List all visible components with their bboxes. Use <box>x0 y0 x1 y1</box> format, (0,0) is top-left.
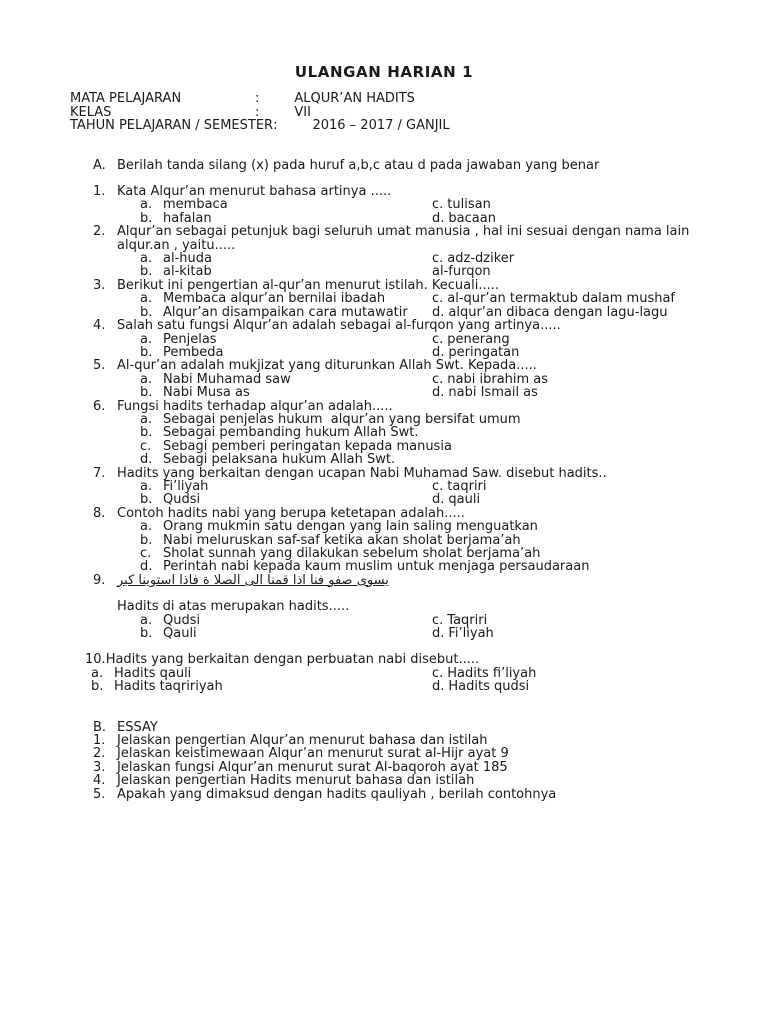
option-b <box>117 212 432 225</box>
option-c <box>432 667 724 680</box>
option-text: Hadits taqririyah <box>114 679 223 695</box>
question-number: 6. <box>93 398 106 414</box>
essay-item-5 <box>93 788 724 801</box>
section-b <box>93 721 724 801</box>
option-key: c. <box>432 612 444 628</box>
option-key: d. <box>432 344 445 360</box>
options <box>117 292 724 319</box>
option-c <box>117 547 724 560</box>
option-b <box>117 493 432 506</box>
option-key: d. <box>432 626 445 642</box>
essay-item-3 <box>93 761 724 774</box>
option-key: d. <box>432 304 445 320</box>
option-a <box>117 252 432 265</box>
question-text: Fungsi hadits terhadap alqur’an adalah..... <box>117 398 393 414</box>
option-key: a. <box>140 331 153 347</box>
meta-value: ALQUR’AN HADITS <box>294 91 415 107</box>
option-key: a. <box>140 612 153 628</box>
option-key: d. <box>432 385 445 401</box>
option-text: Sebagai pembanding hukum Allah Swt. <box>163 425 419 441</box>
option-text: Membaca alqur’an bernilai ibadah <box>163 291 386 307</box>
meta-label: MATA PELAJARAN <box>70 91 182 107</box>
essay-text: Apakah yang dimaksud dengan hadits qauliyah , berilah contohnya <box>117 786 557 802</box>
option-text: al-qur’an termaktub dalam mushaf <box>447 291 675 307</box>
option-key: b. <box>140 626 153 642</box>
option-a <box>117 413 724 426</box>
option-text: Fi’liyah <box>448 626 494 642</box>
option-text: Sholat sunnah yang dilakukan sebelum sholat berjama’ah <box>163 546 541 561</box>
meta-label: KELAS <box>70 104 112 120</box>
option-key: c. <box>140 438 152 454</box>
question-text: Contoh hadits nabi yang berupa ketetapan adalah..... <box>117 505 465 521</box>
question-text: Alqur’an sebagai petunjuk bagi seluruh umat manusia , hal ini sesuai dengan nama lain alqur.an , yaitu..... <box>117 224 694 253</box>
option-text: qauli <box>448 492 481 508</box>
option-c <box>432 333 724 346</box>
option-key: b. <box>140 425 153 441</box>
options <box>91 667 724 694</box>
option-text: Sebagi pemberi peringatan kepada manusia <box>163 438 452 454</box>
question-4 <box>93 319 724 359</box>
option-text: Pembeda <box>163 344 224 360</box>
option-text: peringatan <box>448 344 520 360</box>
option-text: al-huda <box>163 251 212 267</box>
option-d <box>432 680 724 693</box>
essay-item-2 <box>93 747 724 760</box>
option-text: Alqur’an disampaikan cara mutawatir <box>163 304 408 320</box>
section-b-number: B. <box>93 719 107 735</box>
option-b <box>117 306 432 319</box>
option-a <box>117 520 724 533</box>
option-b <box>117 627 432 640</box>
option-a <box>117 480 432 493</box>
option-text: Hadits fi’liyah <box>447 665 537 681</box>
option-c <box>432 198 724 211</box>
essay-item-1 <box>93 734 724 747</box>
option-d <box>432 386 724 399</box>
option-key: a. <box>140 251 153 267</box>
option-b <box>117 265 432 278</box>
meta-label: TAHUN PELAJARAN / SEMESTER <box>70 118 274 134</box>
option-b <box>117 534 724 547</box>
option-b <box>117 386 432 399</box>
option-c <box>432 373 724 386</box>
option-key: a. <box>140 197 153 213</box>
option-text: al-furqon <box>432 264 491 280</box>
option-d <box>432 306 724 319</box>
option-text: bacaan <box>448 210 496 226</box>
question-arabic-line <box>117 574 724 587</box>
section-a-number: A. <box>93 157 106 173</box>
question-text: Hadits yang berkaitan dengan ucapan Nabi Muhamad Saw. disebut hadits.. <box>117 465 607 481</box>
meta-value: VII <box>294 104 311 120</box>
essay-number: 4. <box>93 773 106 789</box>
option-key: c. <box>140 546 152 561</box>
option-text: Qudsi <box>163 492 201 508</box>
option-text: Qauli <box>163 626 197 642</box>
option-d <box>432 493 724 506</box>
option-key: b. <box>140 304 153 320</box>
option-key: a. <box>140 519 153 535</box>
option-key: d. <box>432 210 445 226</box>
question-text: Kata Alqur’an menurut bahasa artinya ..... <box>117 184 392 200</box>
option-key: b. <box>140 492 153 508</box>
question-number: 4. <box>93 318 106 334</box>
option-c <box>432 252 724 265</box>
page-title: ULANGAN HARIAN 1 <box>294 63 474 81</box>
option-c <box>432 614 724 627</box>
option-key: b. <box>140 532 153 548</box>
option-text: Perintah nabi kepada kaum muslim untuk menjaga persaudaraan <box>163 559 590 575</box>
option-b <box>117 346 432 359</box>
option-a <box>117 292 432 305</box>
option-key: b. <box>140 385 153 401</box>
meta-colon: : <box>255 104 260 120</box>
option-a <box>91 667 432 680</box>
meta-value: 2016 – 2017 / GANJIL <box>312 118 450 134</box>
meta-row-subject <box>70 92 720 105</box>
option-d <box>432 212 724 225</box>
section-b-heading <box>93 721 724 734</box>
option-text: Sebagai penjelas hukum alqur’an yang bersifat umum <box>163 411 521 427</box>
option-key: c. <box>432 291 444 307</box>
option-d <box>117 560 724 573</box>
option-text: Hadits qudsi <box>448 679 530 695</box>
option-key: d. <box>432 492 445 508</box>
options <box>117 520 724 574</box>
essay-list <box>93 734 724 801</box>
question-number: 3. <box>93 277 106 293</box>
option-key: a. <box>140 478 153 494</box>
option-key: b. <box>140 264 153 280</box>
question-number: 7. <box>93 465 106 481</box>
option-text: al-kitab <box>163 264 212 280</box>
option-c <box>432 292 724 305</box>
options <box>117 198 724 225</box>
meta-block <box>70 92 720 132</box>
question-line <box>85 653 724 666</box>
option-key: c. <box>432 371 444 387</box>
option-text: nabi Ismail as <box>448 385 538 401</box>
essay-text: Jelaskan pengertian Hadits menurut bahasa dan istilah <box>117 773 475 789</box>
option-key: c. <box>432 251 444 267</box>
question-list <box>85 184 724 695</box>
option-text: Nabi Muhamad saw <box>163 371 291 387</box>
question-number: 10. <box>85 652 106 668</box>
options <box>117 333 724 360</box>
option-text: Taqriri <box>447 612 488 628</box>
option-text: hafalan <box>163 210 212 226</box>
option-a <box>117 333 432 346</box>
option-text: Nabi Musa as <box>163 385 250 401</box>
option-d <box>432 265 724 278</box>
meta-colon: : <box>273 118 278 134</box>
option-text: taqriri <box>447 478 487 494</box>
option-text: Qudsi <box>163 612 201 628</box>
question-text: Salah satu fungsi Alqur’an adalah sebagai al-furqon yang artinya..... <box>117 318 561 334</box>
option-a <box>117 373 432 386</box>
option-key: b. <box>91 679 104 695</box>
option-text: tulisan <box>447 197 491 213</box>
option-key: c. <box>432 665 444 681</box>
option-key: c. <box>432 478 444 494</box>
question-5 <box>93 359 724 399</box>
meta-colon: : <box>255 91 260 107</box>
question-1 <box>93 185 724 225</box>
question-8 <box>93 507 724 574</box>
essay-text: Jelaskan keistimewaan Alqur’an menurut surat al-Hijr ayat 9 <box>117 746 509 762</box>
question-number: 2. <box>93 224 106 240</box>
option-a <box>117 198 432 211</box>
option-b <box>117 426 724 439</box>
meta-row-class <box>70 106 720 119</box>
options <box>117 614 724 641</box>
meta-row-year-semester <box>70 119 720 132</box>
option-key: d. <box>432 679 445 695</box>
options <box>117 252 724 279</box>
question-6 <box>93 400 724 467</box>
option-b <box>91 680 432 693</box>
option-key: a. <box>140 411 153 427</box>
option-text: membaca <box>163 197 228 213</box>
option-d <box>117 453 724 466</box>
essay-number: 1. <box>93 733 106 749</box>
essay-number: 3. <box>93 759 106 775</box>
options <box>117 480 724 507</box>
question-text: Berikut ini pengertian al-qur’an menurut istilah. Kecuali..... <box>117 277 500 293</box>
essay-text: Jelaskan pengertian Alqur’an menurut bahasa dan istilah <box>117 733 488 749</box>
essay-item-4 <box>93 774 724 787</box>
question-text: Hadits yang berkaitan dengan perbuatan nabi disebut..... <box>105 652 480 668</box>
section-a-instruction: Berilah tanda silang (x) pada huruf a,b,c atau d pada jawaban yang benar <box>117 157 600 173</box>
question-10 <box>85 653 724 693</box>
option-key: d. <box>140 452 153 468</box>
question-number: 1. <box>93 184 106 200</box>
question-2 <box>93 225 724 279</box>
section-b-title: ESSAY <box>117 719 158 735</box>
option-text: Hadits qauli <box>114 665 192 681</box>
options <box>117 413 724 467</box>
option-key: d. <box>140 559 153 575</box>
option-key: a. <box>140 371 153 387</box>
option-text: Sebagi pelaksana hukum Allah Swt. <box>163 452 396 468</box>
option-text: penerang <box>447 331 510 347</box>
option-key: c. <box>432 197 444 213</box>
option-d <box>432 627 724 640</box>
option-text: Penjelas <box>163 331 217 347</box>
option-text: Nabi meluruskan saf-saf ketika akan sholat berjama’ah <box>163 532 521 548</box>
option-key: c. <box>432 331 444 347</box>
option-a <box>117 614 432 627</box>
option-text: adz-dziker <box>447 251 515 267</box>
option-text: Fi’liyah <box>163 478 209 494</box>
options <box>117 373 724 400</box>
option-key: a. <box>91 665 104 681</box>
question-number: 5. <box>93 358 106 374</box>
question-number: 9. <box>93 572 106 588</box>
option-key: b. <box>140 210 153 226</box>
essay-text: Jelaskan fungsi Alqur’an menurut surat Al-baqoroh ayat 185 <box>117 759 508 775</box>
question-7 <box>93 467 724 507</box>
essay-number: 2. <box>93 746 106 762</box>
option-c <box>432 480 724 493</box>
option-text: Orang mukmin satu dengan yang lain saling menguatkan <box>163 519 538 535</box>
question-number: 8. <box>93 505 106 521</box>
essay-number: 5. <box>93 786 106 802</box>
option-key: a. <box>140 291 153 307</box>
option-c <box>117 440 724 453</box>
arabic-hadith-text: يسوى صفو فنا اذا قمنا الى الصلا ة فاذا استوينا كبر <box>117 572 389 588</box>
option-key: b. <box>140 344 153 360</box>
section-a <box>85 157 724 695</box>
question-9 <box>93 574 724 641</box>
option-text: nabi ibrahim as <box>447 371 549 387</box>
question-text: Hadits di atas merupakan hadits..... <box>117 599 350 615</box>
option-text: alqur’an dibaca dengan lagu-lagu <box>448 304 668 320</box>
section-a-heading <box>93 159 724 172</box>
option-d <box>432 346 724 359</box>
question-text: Al-qur’an adalah mukjizat yang diturunkan Allah Swt. Kepada..... <box>117 358 537 374</box>
question-3 <box>93 279 724 319</box>
